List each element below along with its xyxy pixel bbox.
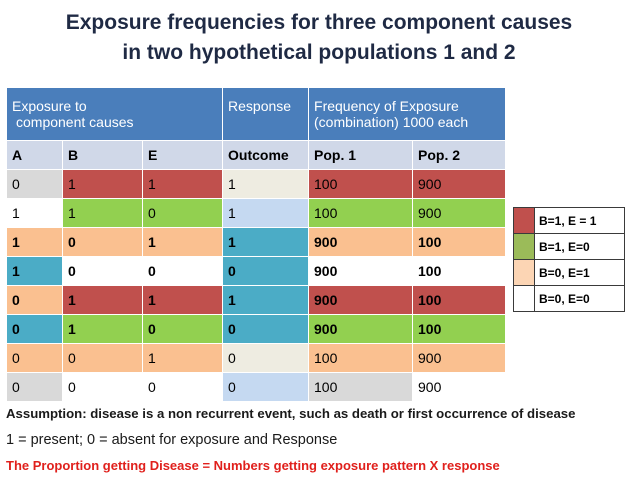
legend-label: B=1, E = 1 xyxy=(535,208,625,234)
legend-swatch xyxy=(514,260,535,286)
table-cell: 0 xyxy=(63,373,143,402)
header-response: Response xyxy=(223,88,309,141)
title-line-1: Exposure frequencies for three component causes xyxy=(65,11,573,34)
table-cell: 900 xyxy=(413,199,506,228)
table-cell: 100 xyxy=(309,199,413,228)
table-cell: 900 xyxy=(413,170,506,199)
assumption-note: Assumption: disease is a non recurrent event, such as death or first occurrence of disease xyxy=(6,406,576,421)
header-frequency: Frequency of Exposure (combination) 1000 each xyxy=(309,88,506,141)
table-cell: 1 xyxy=(63,315,143,344)
table-cell: 1 xyxy=(7,257,63,286)
legend xyxy=(513,207,625,312)
table-cell: 1 xyxy=(63,286,143,315)
table-cell: 100 xyxy=(309,344,413,373)
table-cell: 0 xyxy=(7,286,63,315)
title-line-2: in two hypothetical populations 1 and 2 xyxy=(122,41,516,64)
header-exposure: Exposure to component causes xyxy=(7,88,223,141)
table-cell: 1 xyxy=(223,199,309,228)
table-cell: 100 xyxy=(413,286,506,315)
table-cell: 0 xyxy=(7,344,63,373)
legend-item xyxy=(514,208,625,234)
table-cell: 0 xyxy=(7,373,63,402)
slide-title xyxy=(0,8,638,68)
column-header: Pop. 1 xyxy=(309,141,413,170)
table-cell: 0 xyxy=(143,257,223,286)
table-cell: 0 xyxy=(63,257,143,286)
table-cell: 0 xyxy=(143,315,223,344)
coding-note: 1 = present; 0 = absent for exposure and Response xyxy=(6,432,338,448)
table-cell: 0 xyxy=(63,228,143,257)
table-cell: 0 xyxy=(7,170,63,199)
table-row xyxy=(7,286,506,315)
table-row xyxy=(7,344,506,373)
table-column-header-row xyxy=(7,141,506,170)
table-cell: 1 xyxy=(143,344,223,373)
table-cell: 100 xyxy=(309,170,413,199)
table-cell: 0 xyxy=(63,344,143,373)
table-cell: 900 xyxy=(309,286,413,315)
column-header: B xyxy=(63,141,143,170)
table-cell: 100 xyxy=(309,373,413,402)
column-header: E xyxy=(143,141,223,170)
table-cell: 100 xyxy=(413,228,506,257)
legend-swatch xyxy=(514,286,535,312)
table-header-group-row xyxy=(7,88,506,141)
table-cell: 1 xyxy=(143,170,223,199)
column-header: Outcome xyxy=(223,141,309,170)
table-cell: 1 xyxy=(223,228,309,257)
table-cell: 100 xyxy=(413,257,506,286)
table-cell: 0 xyxy=(223,344,309,373)
table-cell: 900 xyxy=(309,315,413,344)
table-row xyxy=(7,228,506,257)
table-row xyxy=(7,170,506,199)
legend-item xyxy=(514,286,625,312)
legend-item xyxy=(514,260,625,286)
table-cell: 0 xyxy=(7,315,63,344)
table-cell: 0 xyxy=(223,315,309,344)
column-header: A xyxy=(7,141,63,170)
table-cell: 0 xyxy=(223,257,309,286)
table-cell: 100 xyxy=(413,315,506,344)
legend-item xyxy=(514,234,625,260)
column-header: Pop. 2 xyxy=(413,141,506,170)
table-cell: 1 xyxy=(223,170,309,199)
table-cell: 0 xyxy=(223,373,309,402)
table-row xyxy=(7,315,506,344)
table-cell: 900 xyxy=(309,228,413,257)
table-cell: 900 xyxy=(309,257,413,286)
table-row xyxy=(7,373,506,402)
table-cell: 0 xyxy=(143,199,223,228)
table-cell: 1 xyxy=(7,228,63,257)
table-cell: 900 xyxy=(413,344,506,373)
table-row xyxy=(7,199,506,228)
legend-swatch xyxy=(514,208,535,234)
table-cell: 1 xyxy=(143,228,223,257)
table-body xyxy=(7,170,506,402)
proportion-note: The Proportion getting Disease = Numbers getting exposure pattern X response xyxy=(6,458,500,473)
legend-label: B=1, E=0 xyxy=(535,234,625,260)
table-cell: 1 xyxy=(63,199,143,228)
exposure-table xyxy=(6,87,506,402)
table-cell: 1 xyxy=(63,170,143,199)
table-cell: 1 xyxy=(143,286,223,315)
table-cell: 1 xyxy=(223,286,309,315)
table-cell: 1 xyxy=(7,199,63,228)
table-cell: 900 xyxy=(413,373,506,402)
legend-swatch xyxy=(514,234,535,260)
table-cell: 0 xyxy=(143,373,223,402)
table-row xyxy=(7,257,506,286)
legend-label: B=0, E=1 xyxy=(535,260,625,286)
legend-label: B=0, E=0 xyxy=(535,286,625,312)
